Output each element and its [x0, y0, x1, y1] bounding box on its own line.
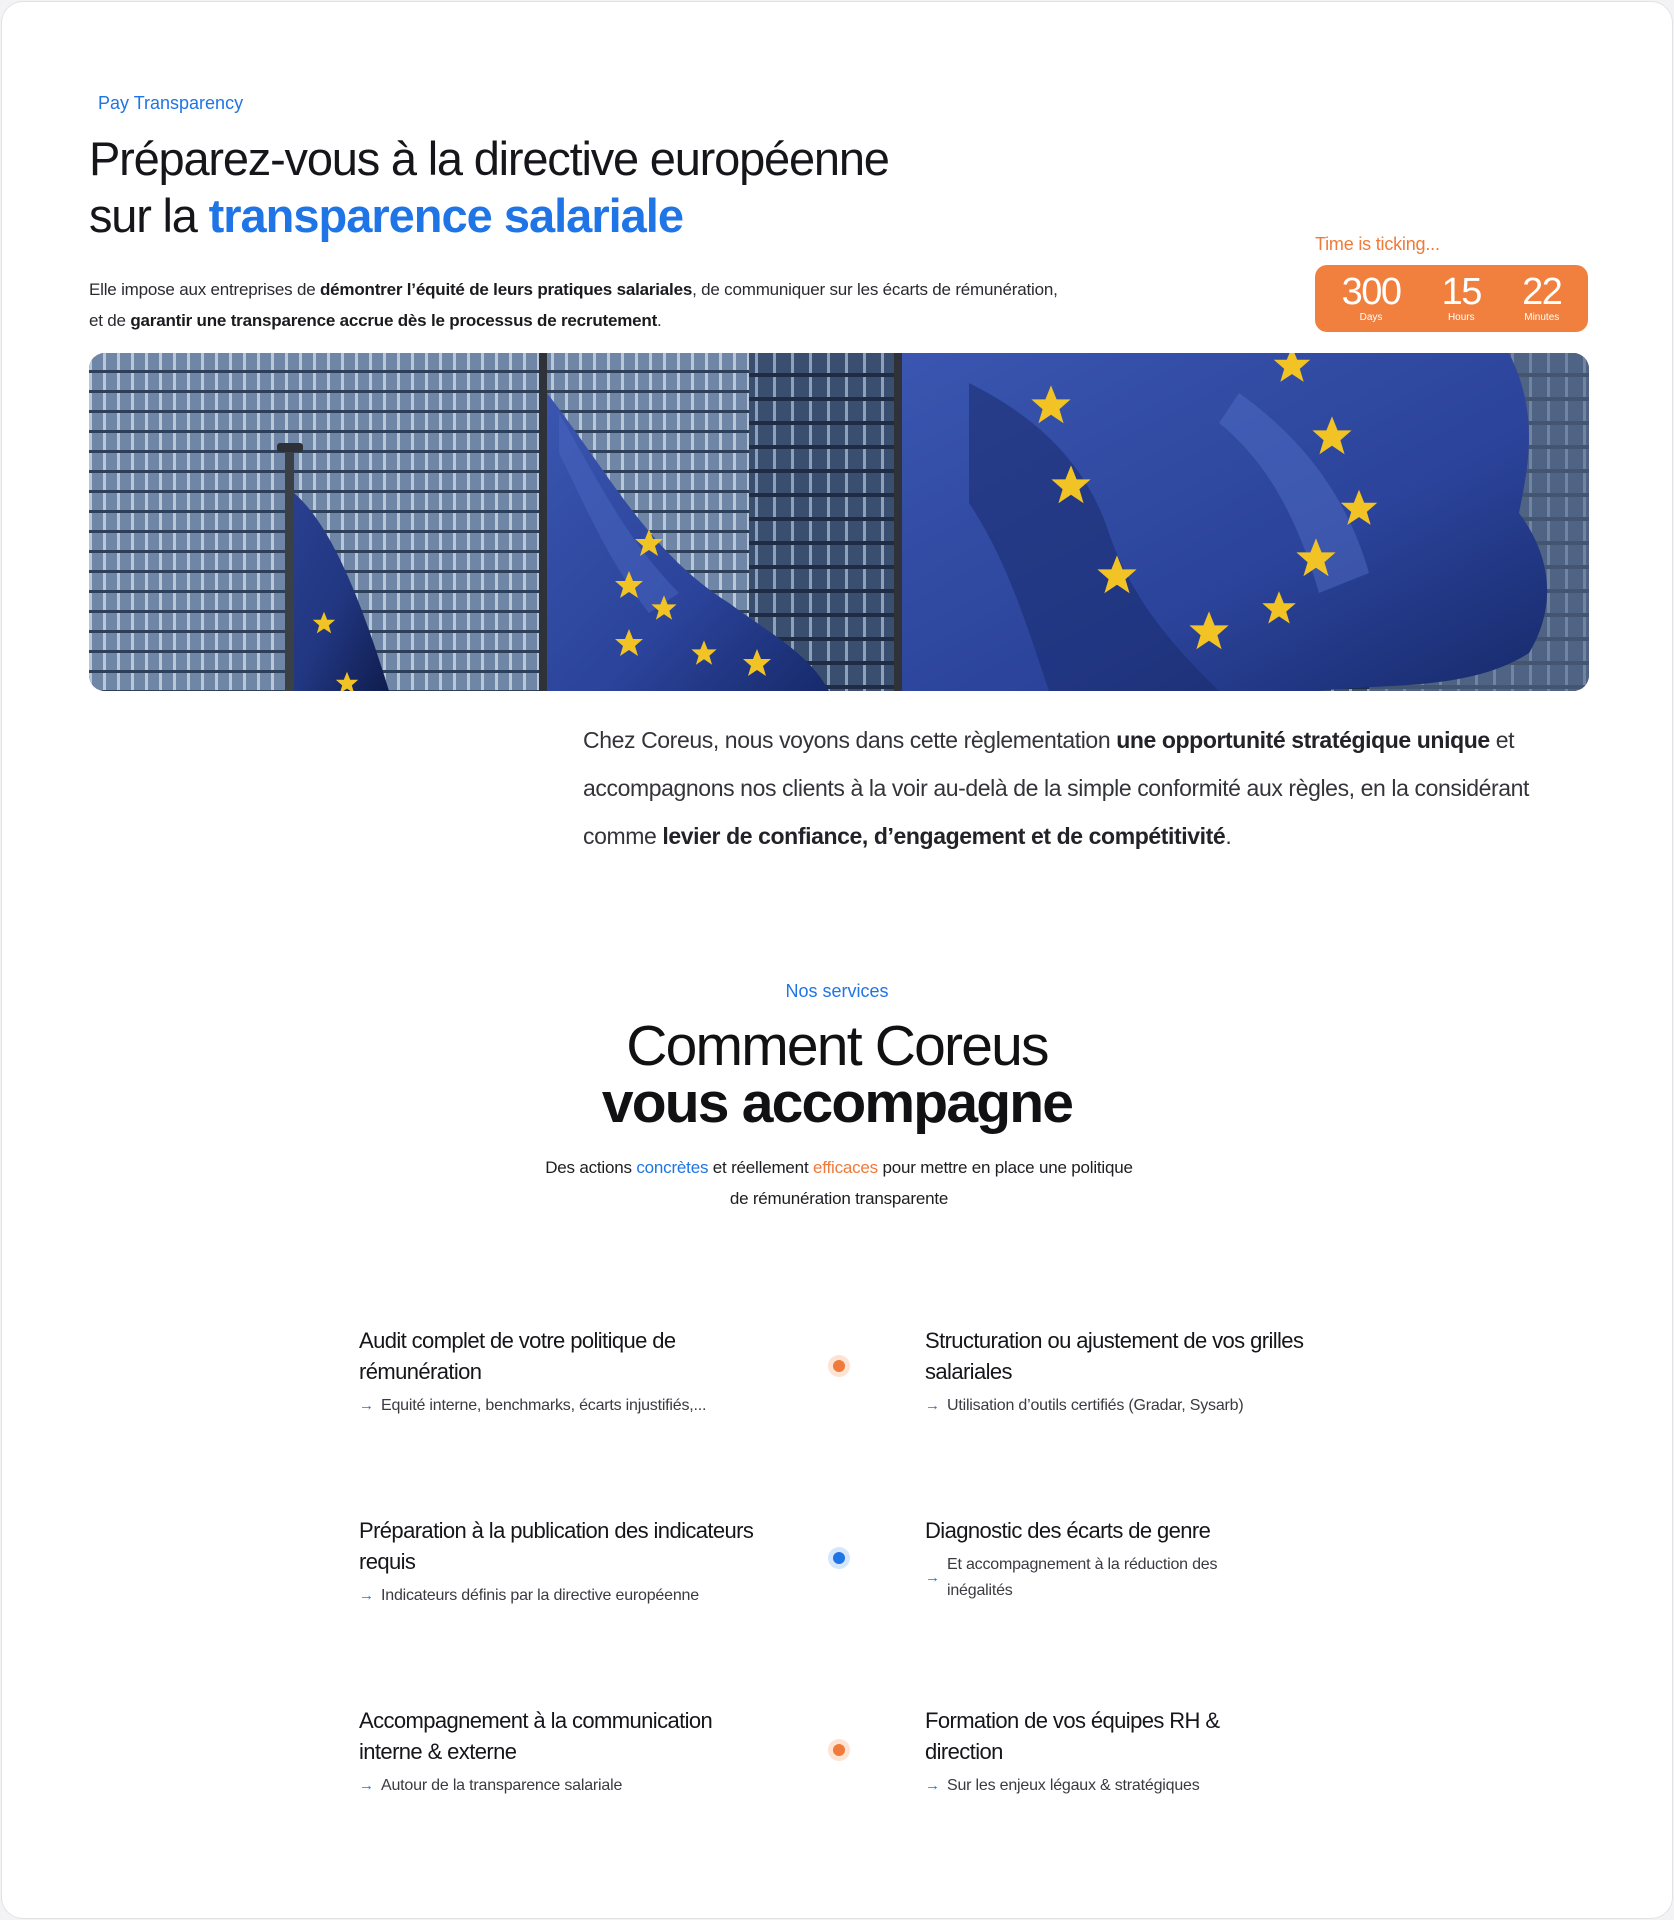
service-desc-text: Utilisation d’outils certifiés (Gradar, Sysarb) — [947, 1397, 1244, 1414]
services-title-line2: vous accompagne — [601, 1071, 1073, 1135]
service-desc — [359, 1583, 779, 1609]
page-frame — [1, 1, 1673, 1919]
hero-title-highlight: transparence salariale — [208, 189, 684, 242]
countdown-days-value: 300 — [1341, 270, 1401, 313]
intro-text-3: . — [1225, 823, 1232, 849]
service-desc-text: Equité interne, benchmarks, écarts injustifiés,... — [381, 1397, 707, 1414]
hero-subtitle — [89, 274, 1099, 336]
service-title: Audit complet de votre politique de rémunération — [359, 1328, 676, 1384]
hero-sub-bold-2: garantir une transparence accrue dès le processus de recrutement — [130, 311, 658, 330]
timeline-dot-icon — [828, 1355, 850, 1377]
countdown-timer — [1315, 265, 1588, 332]
service-item — [925, 1325, 1345, 1419]
arrow-right-icon: → — [359, 1587, 374, 1604]
hero-sub-text-3: et de — [89, 311, 131, 330]
service-title: Préparation à la publication des indicateurs requis — [359, 1518, 754, 1574]
timeline-dot-icon — [828, 1547, 850, 1569]
eu-flags-banner — [89, 353, 1589, 691]
services-sub-text-3: pour mettre en place une politique de rémunération transparente — [729, 1158, 1133, 1208]
services-title-line1: Comment Coreus — [626, 1014, 1048, 1078]
services-title — [2, 1014, 1672, 1135]
hero-title-prefix: sur la — [89, 189, 209, 242]
hero-sub-text-4: . — [657, 311, 662, 330]
eu-flags-image — [89, 353, 1589, 691]
arrow-right-icon: → — [359, 1397, 374, 1414]
intro-paragraph — [583, 716, 1583, 860]
countdown-minutes-value: 22 — [1522, 270, 1562, 313]
intro-bold-2: levier de confiance, d’engagement et de compétitivité — [662, 823, 1226, 849]
service-desc — [925, 1773, 1285, 1799]
hero-sub-text-2: , de communiquer sur les écarts de rémunération, — [692, 280, 1058, 299]
service-item — [359, 1515, 779, 1609]
service-item — [925, 1515, 1265, 1604]
service-desc-text: Indicateurs définis par la directive européenne — [381, 1587, 699, 1604]
service-item — [359, 1325, 779, 1419]
services-sub-text-1: Des actions — [545, 1158, 637, 1177]
service-title: Formation de vos équipes RH & direction — [925, 1708, 1220, 1764]
intro-text-1: Chez Coreus, nous voyons dans cette règlementation — [583, 727, 1117, 753]
hero-eyebrow: Pay Transparency — [98, 93, 244, 113]
arrow-right-icon: → — [925, 1569, 940, 1586]
countdown-label: Time is ticking... — [1315, 234, 1440, 254]
service-desc — [359, 1773, 759, 1799]
services-sub-blue: concrètes — [636, 1158, 709, 1177]
countdown-minutes — [1522, 270, 1562, 324]
service-title: Diagnostic des écarts de genre — [925, 1518, 1211, 1543]
arrow-right-icon: → — [359, 1777, 374, 1794]
services-eyebrow: Nos services — [785, 981, 889, 1001]
service-desc — [925, 1552, 1265, 1604]
countdown-days-label: Days — [1359, 311, 1383, 323]
arrow-right-icon: → — [925, 1777, 940, 1794]
hero-title-line1: Préparez-vous à la directive européenne — [89, 132, 889, 185]
hero-title — [89, 130, 1089, 244]
hero-sub-bold-1: démontrer l’équité de leurs pratiques salariales — [319, 280, 693, 299]
service-desc — [359, 1393, 779, 1419]
service-item — [359, 1705, 759, 1799]
countdown-minutes-label: Minutes — [1524, 311, 1560, 323]
countdown-hours-label: Hours — [1447, 311, 1475, 323]
service-item — [925, 1705, 1285, 1799]
countdown-hours — [1441, 270, 1481, 324]
services-subtitle — [539, 1152, 1139, 1214]
services-sub-orange: efficaces — [813, 1158, 878, 1177]
hero-sub-text-1: Elle impose aux entreprises de — [89, 280, 320, 299]
service-desc-text: Et accompagnement à la réduction des inégalités — [947, 1556, 1218, 1599]
arrow-right-icon: → — [925, 1397, 940, 1414]
service-title: Structuration ou ajustement de vos grilles salariales — [925, 1328, 1304, 1384]
service-desc — [925, 1393, 1345, 1419]
countdown-days — [1341, 270, 1401, 324]
intro-text-2: et accompagnons nos clients à la voir au-delà de la simple conformité aux règles, en la considérant comme — [583, 727, 1530, 849]
intro-bold-1: une opportunité stratégique unique — [1116, 727, 1490, 753]
timeline-dot-icon — [828, 1739, 850, 1761]
services-sub-text-2: et réellement — [708, 1158, 813, 1177]
countdown-hours-value: 15 — [1441, 270, 1481, 313]
service-title: Accompagnement à la communication interne & externe — [359, 1708, 713, 1764]
service-desc-text: Autour de la transparence salariale — [381, 1777, 623, 1794]
service-desc-text: Sur les enjeux légaux & stratégiques — [947, 1777, 1200, 1794]
